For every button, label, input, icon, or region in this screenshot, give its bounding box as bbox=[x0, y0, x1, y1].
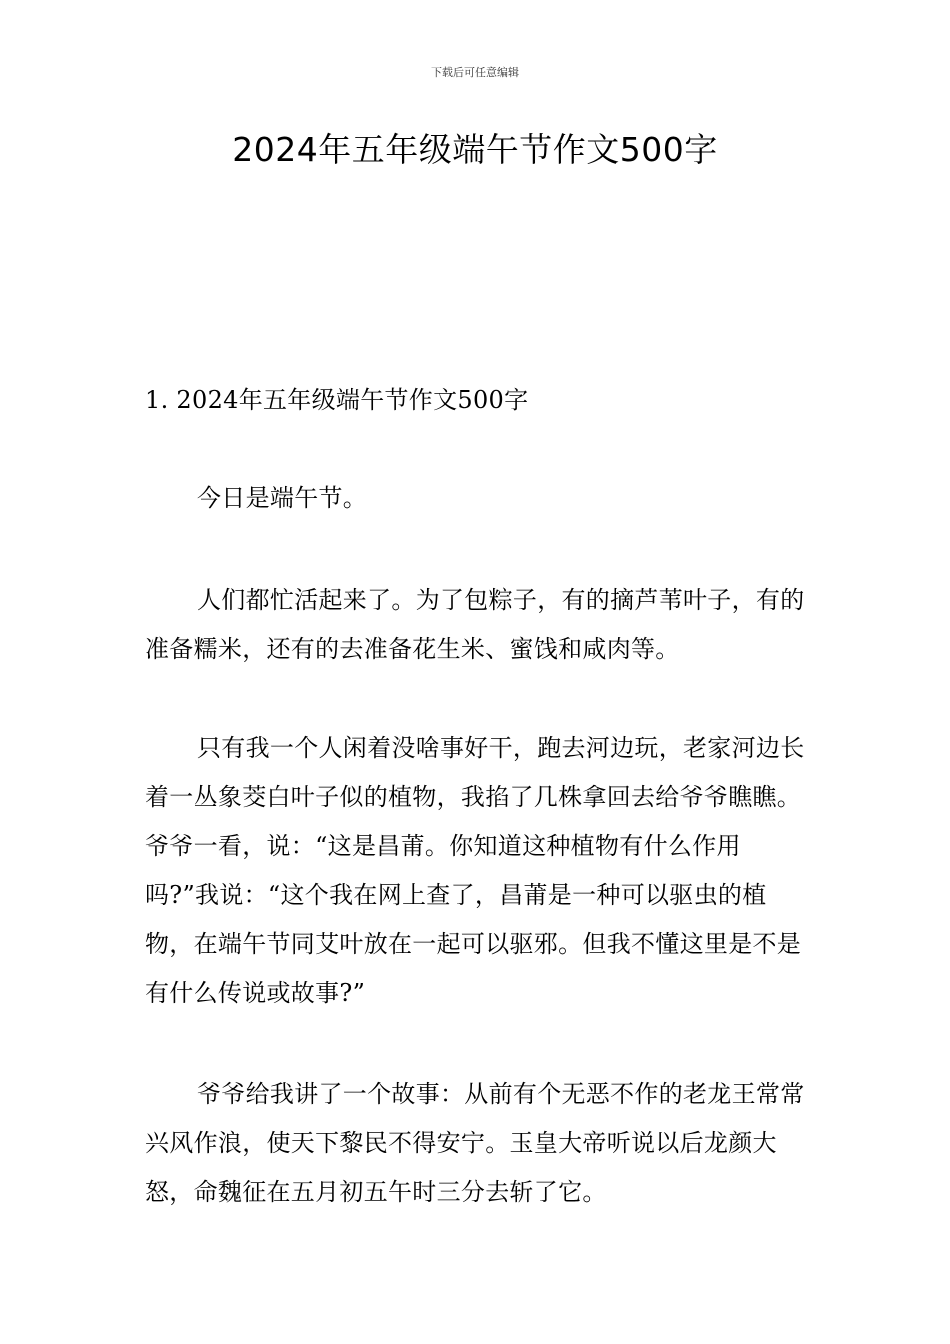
paragraph-2: 人们都忙活起来了。为了包粽子，有的摘芦苇叶子，有的准备糯米，还有的去准备花生米、蜜饯和咸肉等。 bbox=[145, 586, 805, 663]
section-heading: 1. 2024年五年级端午节作文500字 bbox=[145, 386, 529, 414]
paragraph-3: 只有我一个人闲着没啥事好干，跑去河边玩，老家河边长着一丛象茭白叶子似的植物，我掐了几株拿回去给爷爷瞧瞧。爷爷一看，说：“这是昌莆。你知道这种植物有什么作用吗?”我说：“这个我在网上查了，昌莆是一种可以驱虫的植物，在端午节同艾叶放在一起可以驱邪。但我不懂这里是不是有什么传说或故事?” bbox=[145, 734, 805, 1007]
paragraph-4: 爷爷给我讲了一个故事：从前有个无恶不作的老龙王常常兴风作浪，使天下黎民不得安宁。玉皇大帝听说以后龙颜大怒，命魏征在五月初五午时三分去斩了它。 bbox=[145, 1080, 805, 1206]
document-title: 2024年五年级端午节作文500字 bbox=[232, 130, 718, 169]
download-note: 下载后可任意编辑 bbox=[431, 66, 519, 79]
paragraph-1: 今日是端午节。 bbox=[197, 484, 368, 512]
